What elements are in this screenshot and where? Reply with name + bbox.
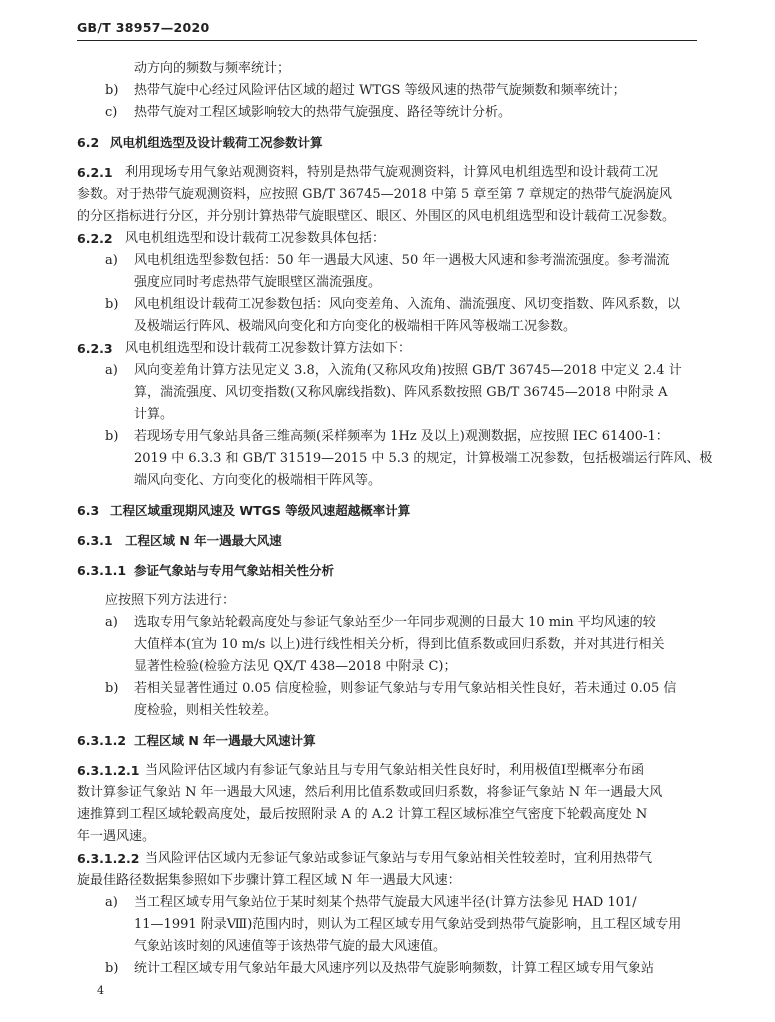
section-heading: 工程区域重现期风速及 WTGS 等级风速超越概率计算 (110, 503, 411, 518)
list-marker: a) (105, 615, 118, 630)
paragraph-line: 的分区指标进行分区，并分别计算热带气旋眼壁区、眼区、外围区的风电机组选型和设计载荷工况参数。 (77, 209, 676, 224)
list-marker: a) (105, 253, 118, 268)
paragraph-line: 风电机组选型和设计载荷工况参数具体包括： (125, 231, 386, 246)
list-marker: b) (105, 83, 119, 98)
list-marker: b) (105, 297, 119, 312)
list-item-text: 动方向的频数与频率统计； (134, 61, 291, 76)
paragraph-line: 速推算到工程区域轮毂高度处，最后按照附录 A 的 A.2 计算工程区域标准空气密度下轮毂高度处 N (77, 807, 648, 822)
list-item-text: 显著性检验(检验方法见 QX/T 438—2018 中附录 C)； (134, 659, 457, 674)
page-number: 4 (97, 984, 104, 997)
header-rule (77, 40, 697, 41)
list-item-text: 风向变差角计算方法见定义 3.8，入流角(又称风攻角)按照 GB/T 36745—2018 中定义 2.4 计 (134, 363, 682, 378)
list-item-text: 若相关显著性通过 0.05 信度检验，则参证气象站与专用气象站相关性良好，若未通过 0.05 信 (134, 681, 677, 696)
paragraph-line: 年一遇风速。 (77, 829, 156, 844)
list-item-text: 强度应同时考虑热带气旋眼壁区湍流强度。 (134, 275, 382, 290)
section-number: 6.3.1.1 (77, 563, 127, 578)
clause-number: 6.2.3 (77, 341, 113, 356)
list-marker: b) (105, 961, 119, 976)
standard-code: GB/T 38957—2020 (77, 20, 210, 35)
paragraph-line: 风电机组选型和设计载荷工况参数计算方法如下： (125, 341, 412, 356)
paragraph-line: 利用现场专用气象站观测资料，特别是热带气旋观测资料，计算风电机组选型和设计载荷工况 (125, 165, 659, 180)
list-item-text: 算，湍流强度、风切变指数(又称风廓线指数)、阵风系数按照 GB/T 36745—2018 中附录 A (134, 385, 668, 400)
list-item-text: 选取专用气象站轮毂高度处与参证气象站至少一年同步观测的日最大 10 min 平均风速的较 (134, 615, 656, 630)
section-number: 6.2 (77, 135, 100, 150)
list-item-text: 大值样本(宜为 10 m/s 以上)进行线性相关分析，得到比值系数或回归系数，并对其进行相关 (134, 637, 665, 652)
section-number: 6.3.1 (77, 533, 113, 548)
paragraph-line: 参数。对于热带气旋观测资料，应按照 GB/T 36745—2018 中第 5 章至第 7 章规定的热带气旋涡旋风 (77, 187, 672, 202)
list-item-text: 风电机组设计载荷工况参数包括：风向变差角、入流角、湍流强度、风切变指数、阵风系数，以 (134, 297, 681, 312)
list-item-text: 及极端运行阵风、极端风向变化和方向变化的极端相干阵风等极端工况参数。 (134, 319, 577, 334)
list-item-text: 11—1991 附录Ⅷ)范围内时，则认为工程区域专用气象站受到热带气旋影响，且工程区域专用 (134, 917, 682, 932)
paragraph-line: 旋最佳路径数据集参照如下步骤计算工程区域 N 年一遇最大风速： (77, 873, 461, 888)
paragraph-line: 当风险评估区域内有参证气象站且与专用气象站相关性良好时，利用极值Ⅰ型概率分布函 (145, 763, 645, 778)
list-item-text: 风电机组选型参数包括：50 年一遇最大风速、50 年一遇极大风速和参考湍流强度。参考湍流 (134, 253, 670, 268)
list-item-text: 端风向变化、方向变化的极端相干阵风等。 (134, 473, 382, 488)
list-item-text: 统计工程区域专用气象站年最大风速序列以及热带气旋影响频数，计算工程区域专用气象站 (134, 961, 655, 976)
list-item-text: 热带气旋对工程区域影响较大的热带气旋强度、路径等统计分析。 (134, 105, 512, 120)
clause-number: 6.3.1.2.1 (77, 763, 140, 778)
list-item-text: 气象站该时刻的风速值等于该热带气旋的最大风速值。 (134, 939, 447, 954)
paragraph-line: 当风险评估区域内无参证气象站或参证气象站与专用气象站相关性较差时，宜利用热带气 (145, 851, 653, 866)
section-heading: 风电机组选型及设计载荷工况参数计算 (110, 135, 323, 150)
list-marker: b) (105, 429, 119, 444)
section-number: 6.3 (77, 503, 100, 518)
list-item-text: 2019 中 6.3.3 和 GB/T 31519—2015 中 5.3 的规定，计算极端工况参数，包括极端运行阵风、极 (134, 451, 713, 466)
clause-number: 6.2.1 (77, 165, 113, 180)
list-marker: c) (105, 105, 118, 120)
section-number: 6.3.1.2 (77, 733, 127, 748)
list-item-text: 计算。 (134, 407, 174, 422)
clause-number: 6.3.1.2.2 (77, 851, 140, 866)
list-item-text: 热带气旋中心经过风险评估区域的超过 WTGS 等级风速的热带气旋频数和频率统计； (134, 83, 626, 98)
section-heading: 工程区域 N 年一遇最大风速计算 (134, 733, 316, 748)
list-item-text: 若现场专用气象站具备三维高频(采样频率为 1Hz 及以上)观测数据，应按照 IEC 61400-1： (134, 429, 669, 444)
list-marker: a) (105, 895, 118, 910)
section-heading: 参证气象站与专用气象站相关性分析 (134, 563, 335, 578)
clause-number: 6.2.2 (77, 231, 113, 246)
list-item-text: 度检验，则相关性较差。 (134, 703, 278, 718)
section-heading: 工程区域 N 年一遇最大风速 (125, 533, 282, 548)
paragraph-line: 应按照下列方法进行： (105, 593, 236, 608)
list-item-text: 当工程区域专用气象站位于某时刻某个热带气旋最大风速半径(计算方法参见 HAD 101/ (134, 895, 637, 910)
list-marker: a) (105, 363, 118, 378)
list-marker: b) (105, 681, 119, 696)
paragraph-line: 数计算参证气象站 N 年一遇最大风速，然后利用比值系数或回归系数，将参证气象站 N 年一遇最大风 (77, 785, 663, 800)
